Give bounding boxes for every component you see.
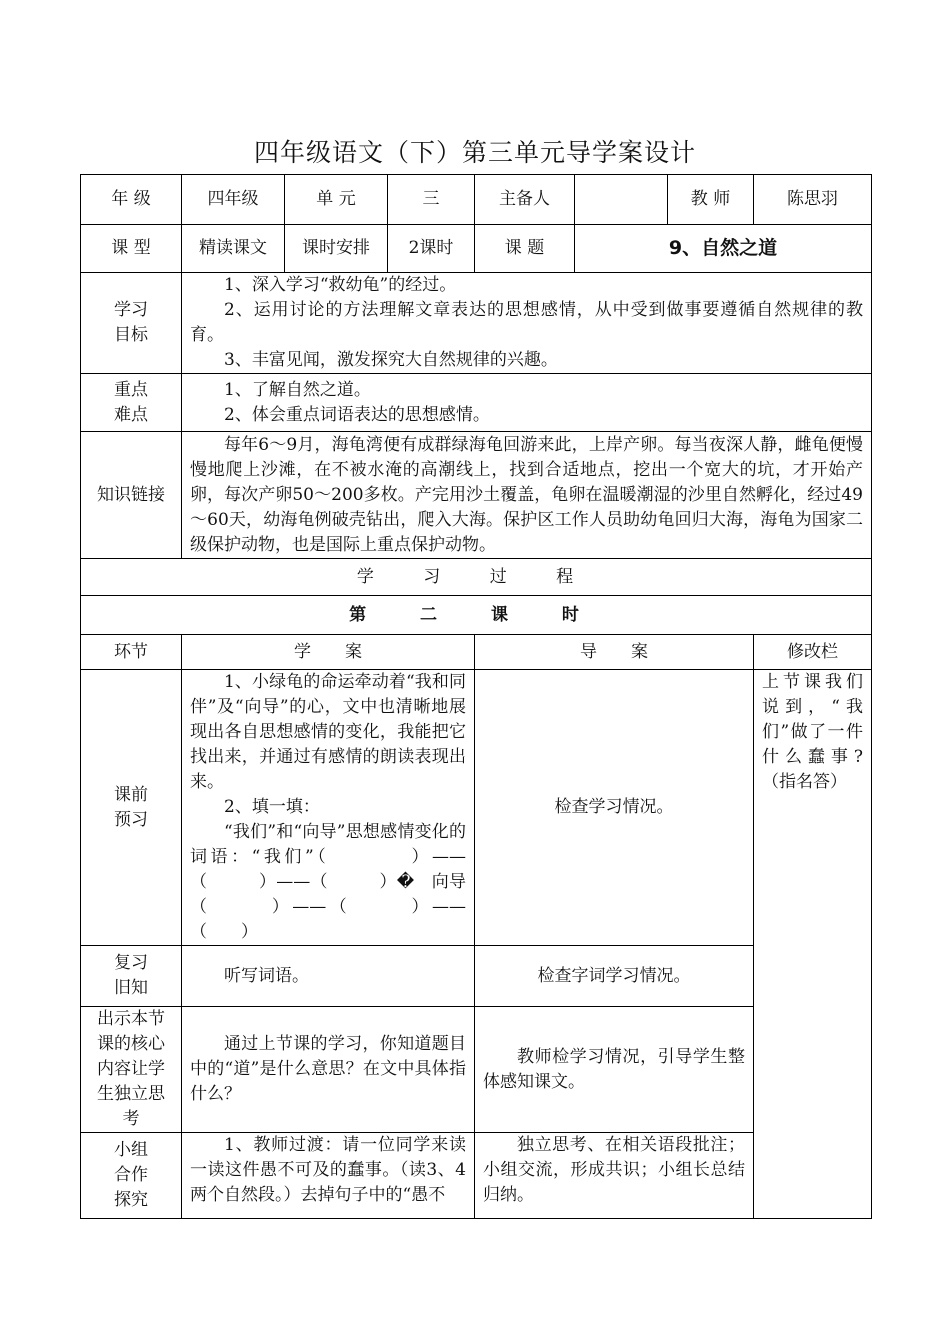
knowledge-row [81, 432, 872, 559]
guide-group: 独立思考、在相关语段批注；小组交流，形成共识；小组长总结归纳。 [475, 1133, 754, 1219]
guide-core-content: 教师检学习情况，引导学生整体感知课文。 [475, 1007, 754, 1133]
lesson-heading-row [81, 596, 872, 635]
revise-notes: 上节课我们说到，“我们”做了一件什么蠢事?（指名答） [754, 670, 872, 1219]
stage-preview [81, 670, 182, 946]
guide-preview: 检查学习情况。 [475, 670, 754, 946]
goals-label [81, 273, 182, 374]
knowledge-text: 每年6～9月，海龟湾便有成群绿海龟回游来此，上岸产卵。每当夜深人静，雌龟便慢慢地爬上沙滩，在不被水淹的高潮线上，找到合适地点，挖出一个宽大的坑，才开始产卵，每次产卵50～200多枚。产完用沙土覆盖，龟卵在温暖潮湿的沙里自然孵化，经过49～60天，幼海龟例破壳钻出，爬入大海。保护区工作人员助幼龟回归大海，海龟为国家二级保护动物，也是国际上重点保护动物。 [182, 432, 872, 559]
stage-label-line: 合作 [114, 1165, 148, 1185]
goal-item: 1、深入学习“救幼龟”的经过。 [224, 275, 457, 295]
key-points-label [81, 374, 182, 432]
stage-label-line: 探究 [114, 1190, 148, 1210]
header-study: 学 案 [182, 635, 475, 670]
preparer-value [575, 175, 668, 225]
preparer-label: 主备人 [475, 175, 575, 225]
topic-value: 9、自然之道 [575, 225, 872, 273]
key-points-content [182, 374, 872, 432]
type-value: 精读课文 [182, 225, 285, 273]
header-revise: 修改栏 [754, 635, 872, 670]
stage-group [81, 1133, 182, 1219]
topic-label: 课 题 [475, 225, 575, 273]
goal-item: 3、丰富见闻，激发探究大自然规律的兴趣。 [224, 350, 558, 370]
info-row-1 [81, 175, 872, 225]
guide-review: 检查字词学习情况。 [475, 946, 754, 1007]
process-heading: 学 习 过 程 [81, 559, 872, 596]
review-row [81, 946, 872, 1007]
core-content-row [81, 1007, 872, 1133]
stage-label-line: 旧知 [114, 978, 148, 998]
page-title: 四年级语文（下）第三单元导学案设计 [253, 138, 696, 167]
study-paragraph: 1、小绿龟的命运牵动着“我和同伴”及“向导”的心，文中也清晰地展现出各自思想感情的变化，我能把它找出来，并通过有感情的朗读表现出来。 [190, 672, 466, 792]
key-points-label-line: 难点 [114, 404, 148, 425]
teacher-label: 教 师 [668, 175, 754, 225]
knowledge-label: 知识链接 [81, 432, 182, 559]
schedule-value: 2课时 [388, 225, 475, 273]
teacher-value: 陈思羽 [754, 175, 872, 225]
stage-label-line: 复习 [114, 953, 148, 973]
key-points-row [81, 374, 872, 432]
grade-value: 四年级 [182, 175, 285, 225]
process-heading-row [81, 559, 872, 596]
lesson-plan-table [80, 174, 872, 1219]
schedule-label: 课时安排 [285, 225, 388, 273]
key-points-label-line: 重点 [114, 379, 148, 400]
study-paragraph: 2、填一填： [224, 797, 320, 817]
header-stage: 环节 [81, 635, 182, 670]
unit-value: 三 [388, 175, 475, 225]
key-point-item: 2、体会重点词语表达的思想感情。 [224, 404, 490, 425]
stage-review [81, 946, 182, 1007]
goal-item: 2、运用讨论的方法理解文章表达的思想感情，从中受到做事要遵循自然规律的教育。 [190, 300, 863, 345]
grade-label: 年 级 [81, 175, 182, 225]
goals-content [182, 273, 872, 374]
lesson-heading: 第 二 课 时 [81, 596, 872, 635]
header-guide: 导 案 [475, 635, 754, 670]
column-header-row [81, 635, 872, 670]
unit-label: 单 元 [285, 175, 388, 225]
study-group: 1、教师过渡：请一位同学来读一读这件愚不可及的蠢事。（读3、4两个自然段。）去掉句子中的“愚不 [182, 1133, 475, 1219]
preview-row [81, 670, 872, 946]
stage-label-line: 课前 [114, 784, 148, 805]
study-preview [182, 670, 475, 946]
info-row-2 [81, 225, 872, 273]
study-paragraph: “我们”和“向导”思想感情变化的词语：“我们”（ ）——（ ）——（ ）� 向导（ ）——（ ）——（ ） [190, 822, 466, 942]
type-label: 课 型 [81, 225, 182, 273]
goals-label-line: 学习 [114, 300, 148, 320]
group-row [81, 1133, 872, 1219]
study-review: 听写词语。 [182, 946, 475, 1007]
stage-label-line: 预习 [114, 809, 148, 830]
stage-core-content: 出示本节课的核心内容让学生独立思考 [81, 1007, 182, 1133]
goals-label-line: 目标 [114, 325, 148, 345]
goals-row [81, 273, 872, 374]
stage-label-line: 小组 [114, 1140, 148, 1160]
key-point-item: 1、了解自然之道。 [224, 379, 371, 400]
study-core-content: 通过上节课的学习，你知道题目中的“道”是什么意思？在文中具体指什么？ [182, 1007, 475, 1133]
